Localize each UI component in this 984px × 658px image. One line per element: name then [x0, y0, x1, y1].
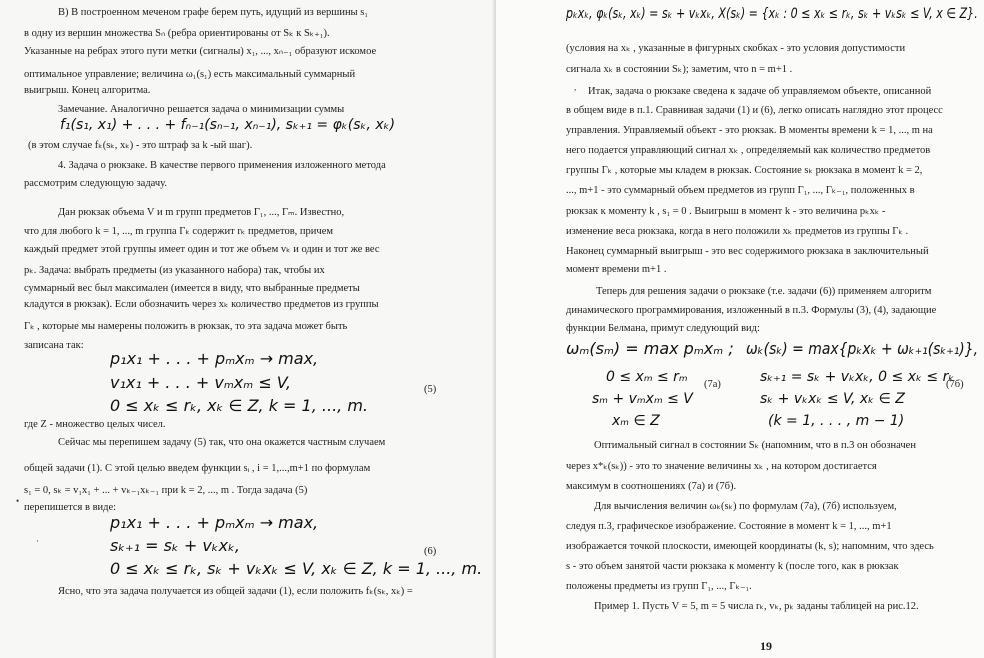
bellman-formula-m: ωₘ(sₘ) = max pₘxₘ ; — [566, 339, 734, 358]
text-line: Наконец суммарный выигрыш - это вес содержимого рюкзака в заключительный — [566, 246, 929, 257]
text-line: рюкзак к моменту k , s₁ = 0 . Выигрыш в момент k - это величина pₖxₖ - — [566, 206, 886, 217]
scan-speck: • — [16, 496, 20, 506]
equation-number: (6) — [424, 546, 437, 557]
text-line: момент времени m+1 . — [566, 264, 667, 275]
constraint-m: xₘ ∈ Z — [612, 413, 660, 429]
text-line: изменение веса рюкзака, когда в него положили xₖ предметов из группы Γₖ . — [566, 226, 909, 237]
formula-constraint: 0 ≤ xₖ ≤ rₖ, sₖ + vₖxₖ ≤ V, xₖ ∈ Z, k = 1, ..., m. — [110, 559, 483, 578]
text-line: Дан рюкзак объема V и m групп предметов Γ₁, ..., Γₘ. Известно, — [58, 207, 345, 218]
constraint-k: sₖ + vₖxₖ ≤ V, xₖ ∈ Z — [760, 391, 905, 407]
constraint-k: sₖ₊₁ = sₖ + vₖxₖ, 0 ≤ xₖ ≤ rₖ — [760, 369, 955, 385]
text-line: оптимальное управление; величина ω₁(s₁) есть максимальный суммарный — [24, 69, 356, 80]
text-line: общей задачи (1). С этой целью введем функции sᵢ , i = 1,...,m+1 по формулам — [24, 463, 371, 474]
text-line: s₁ = 0, sₖ = v₁x₁ + ... + vₖ₋₁xₖ₋₁ при k = 2, ..., m . Тогда задача (5) — [24, 485, 308, 496]
text-line: Теперь для решения задачи о рюкзаке (т.е. задачи (6)) применяем алгоритм — [596, 286, 932, 297]
formula-constraint: 0 ≤ xₖ ≤ rₖ, xₖ ∈ Z, k = 1, ..., m. — [110, 396, 368, 415]
text-line: Итак, задача о рюкзаке сведена к задаче об управляемом объекте, описанной — [588, 86, 932, 97]
formula-definitions: pₖxₖ, φₖ(sₖ, xₖ) = sₖ + vₖxₖ, X(sₖ) = {xₖ : 0 ≤ xₖ ≤ rₖ, sₖ + vₖsₖ ≤ V, x ∈ Z}. — [566, 6, 978, 22]
text-line: s - это объем занятой части рюкзака к моменту k (после того, как в рюкзак — [566, 561, 899, 572]
equation-number: (7б) — [946, 379, 964, 390]
text-line: группы Γₖ , которые мы кладем в рюкзак. Состояние sₖ рюкзака в момент k = 2, — [566, 165, 923, 176]
text-line: pₖ. Задача: выбрать предметы (из указанного набора) так, чтобы их — [24, 265, 325, 276]
equation-number: (7а) — [704, 379, 721, 390]
section-heading: 4. Задача о рюкзаке. В качестве первого применения изложенного метода — [58, 160, 386, 171]
bellman-formula-k: ωₖ(sₖ) = max{pₖxₖ + ωₖ₊₁(sₖ₊₁)}, — [746, 339, 979, 358]
text-line: следуя п.3, графическое изображение. Состояние в момент k = 1, ..., m+1 — [566, 521, 892, 532]
text-line: сигнала xₖ в состоянии Sₖ); заметим, что n = m+1 . — [566, 64, 793, 75]
text-line: записана так: — [24, 340, 84, 351]
text-line: суммарный вес был максимален (имеется в виду, что выбранные предметы — [24, 283, 360, 294]
text-line: динамического программирования, изложенный в п.3. Формулы (3), (4), задающие — [566, 305, 937, 316]
text-line: что для любого k = 1, ..., m группа Γₖ содержит rₖ предметов, причем — [24, 226, 333, 237]
text-line: в одну из вершин множества Sₙ (ребра ориентированы от Sₖ к Sₖ₊₁). — [24, 28, 330, 39]
text-line: Ясно, что эта задача получается из общей задачи (1), если положить fₖ(sₖ, xₖ) = — [58, 586, 413, 597]
text-line: каждый предмет этой группы имеет один и тот же объем vₖ и один и тот же вес — [24, 244, 380, 255]
formula-sum: f₁(s₁, x₁) + . . . + fₙ₋₁(sₙ₋₁, xₙ₋₁), sₖ₊₁ = φₖ(sₖ, xₖ) — [60, 117, 396, 133]
text-line: (условия на xₖ , указанные в фигурных скобках - это условия допустимости — [566, 43, 906, 54]
text-line: ..., m+1 - это суммарный объем предметов из групп Γ₁, ..., Γₖ₋₁, положенных в — [566, 185, 915, 196]
text-line: Оптимальный сигнал в состоянии Sₖ (напомним, что в п.3 он обозначен — [594, 440, 916, 451]
page-number: 19 — [760, 639, 772, 653]
equation-number: (5) — [424, 384, 437, 395]
text-line: рассмотрим следующую задачу. — [24, 178, 168, 189]
text-line: через x*ₖ(sₖ)) - это то значение величины xₖ , на котором достигается — [566, 461, 877, 472]
text-line: Сейчас мы перепишем задачу (5) так, что она окажется частным случаем — [58, 437, 386, 448]
text-line: максимум в соотношениях (7а) и (7б). — [566, 481, 737, 492]
text-line: положены предметы из групп Γ₁, ..., Γₖ₋₁. — [566, 581, 752, 592]
text-line: перепишется в виде: — [24, 502, 117, 513]
formula-transition: sₖ₊₁ = sₖ + vₖxₖ, — [110, 536, 240, 555]
formula-objective: p₁x₁ + . . . + pₘxₘ → max, — [110, 513, 319, 532]
text-line: где Z - множество целых чисел. — [24, 419, 166, 430]
text-line: выигрыш. Конец алгоритма. — [24, 85, 151, 96]
formula-objective: p₁x₁ + . . . + pₘxₘ → max, — [110, 349, 319, 368]
text-line: Указанные на ребрах этого пути метки (сигналы) x₁, ..., xₙ₋₁ образуют искомое — [24, 46, 377, 57]
text-line: (в этом случае fₖ(sₖ, xₖ) - это штраф за k -ый шаг). — [28, 140, 253, 151]
text-line: функции Белмана, примут следующий вид: — [566, 323, 760, 334]
example-line: Пример 1. Пусть V = 5, m = 5 числа rₖ, vₖ, pₖ заданы таблицей на рис.12. — [594, 601, 919, 612]
constraint-m: 0 ≤ xₘ ≤ rₘ — [606, 369, 688, 385]
scan-speck: , — [574, 82, 577, 92]
formula-constraint: v₁x₁ + . . . + vₘxₘ ≤ V, — [110, 373, 291, 392]
constraint-k: (k = 1, . . . , m − 1) — [768, 413, 905, 429]
text-line: него подается управляющий сигнал xₖ , определяемый как количество предметов — [566, 145, 931, 156]
right-page — [496, 0, 984, 658]
text-line: управления. Управляемый объект - это рюкзак. В моменты времени k = 1, ..., m на — [566, 125, 933, 136]
text-line: В) В построенном меченом графе берем путь, идущий из вершины s₁ — [58, 7, 368, 18]
text-line: в общем виде в п.1. Сравнивая задачи (1) и (6), легко описать наглядно этот процесс — [566, 105, 943, 116]
text-line: изображается точкой плоскости, имеющей координаты (k, s); напомним, что здесь — [566, 541, 934, 552]
constraint-m: sₘ + vₘxₘ ≤ V — [592, 391, 693, 407]
scan-speck: · — [36, 536, 39, 546]
text-line: Для вычисления величин ωₖ(sₖ) по формулам (7а), (7б) используем, — [594, 501, 897, 512]
text-line: Γₖ , которые мы намерены положить в рюкзак, то эта задача может быть — [24, 321, 348, 332]
text-line: кладутся в рюкзак). Если обозначить через xₖ количество предметов из группы — [24, 299, 379, 310]
remark-line: Замечание. Аналогично решается задача о минимизации суммы — [58, 104, 345, 115]
